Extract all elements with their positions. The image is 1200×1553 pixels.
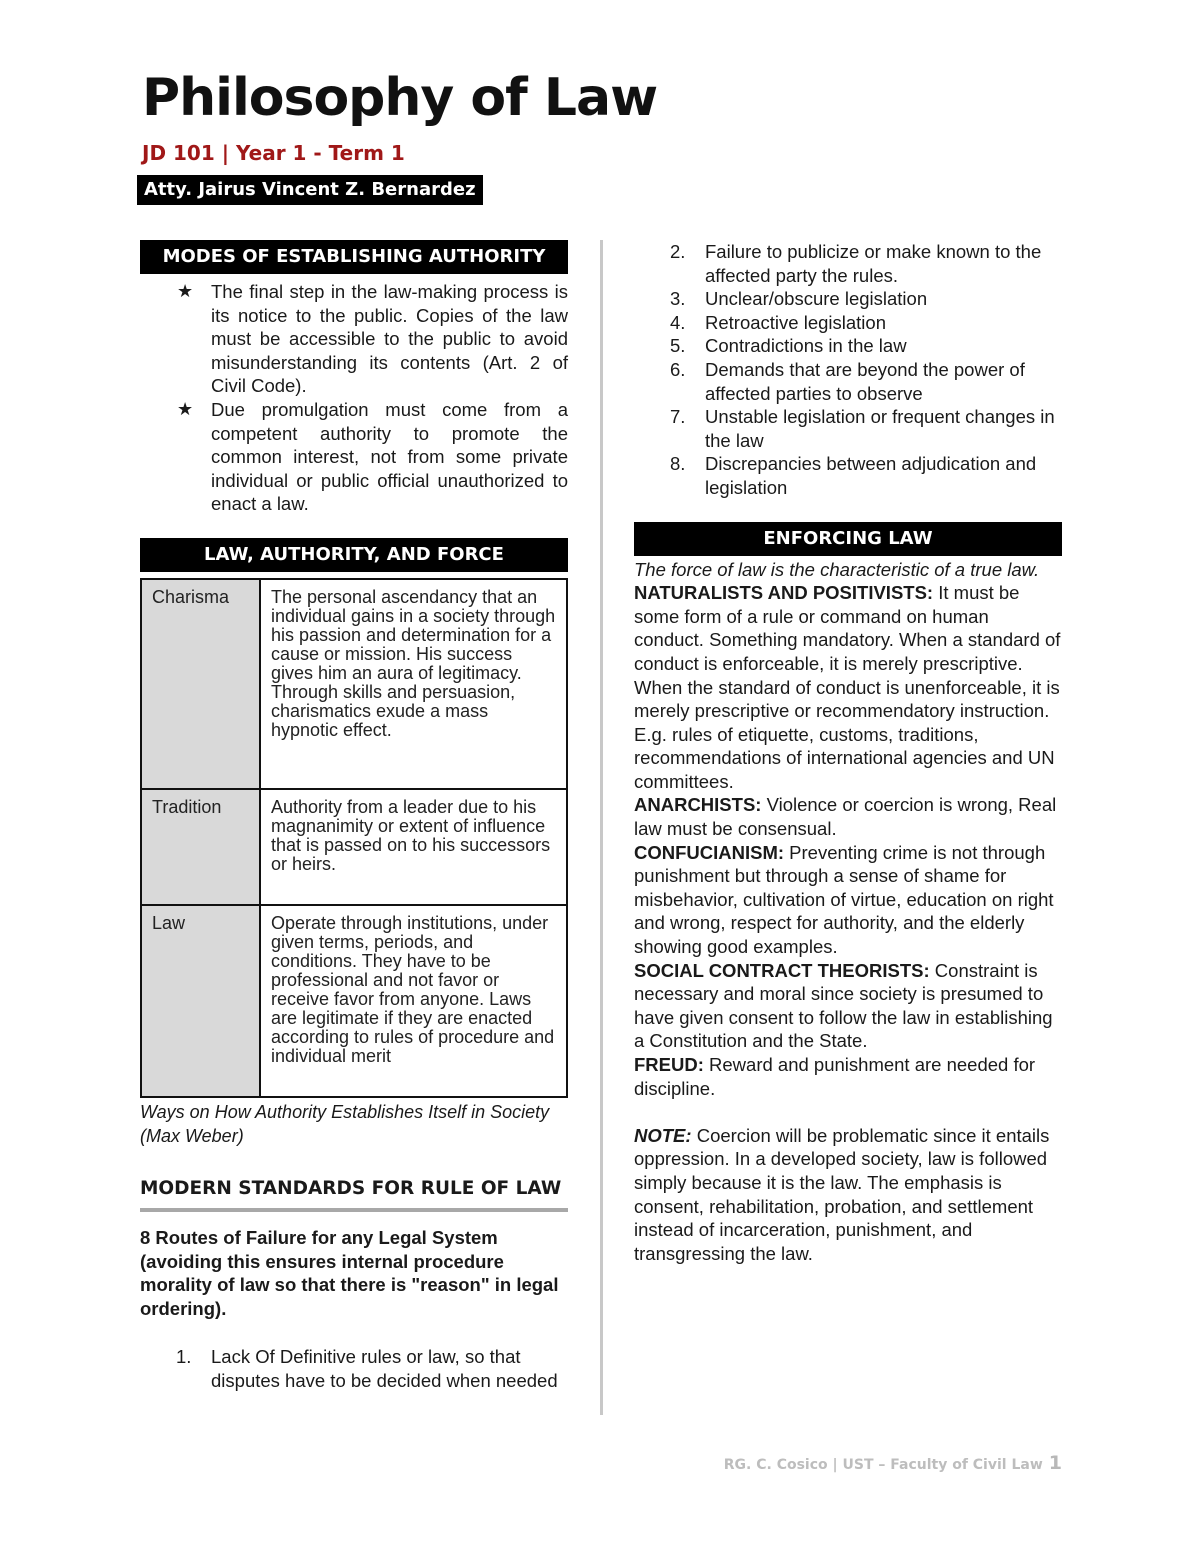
list-item-text: Discrepancies between adjudication and legislation xyxy=(705,453,1037,498)
paragraph-text: Reward and punishment are needed for discipline. xyxy=(634,1054,1036,1099)
enforcing-paragraph xyxy=(634,959,1062,1053)
enforcing-intro: The force of law is the characteristic of a true law. xyxy=(634,558,1040,580)
list-number: 1. xyxy=(176,1346,192,1368)
list-number: 4. xyxy=(670,311,686,333)
course-subtitle: JD 101 | Year 1 - Term 1 xyxy=(142,141,405,165)
list-item-text: Contradictions in the law xyxy=(705,335,907,357)
star-icon: ★ xyxy=(177,281,194,301)
list-number: 3. xyxy=(670,288,686,310)
enforcing-paragraph xyxy=(634,1053,1062,1100)
enforcing-body xyxy=(634,558,1062,1266)
list-number: 6. xyxy=(670,358,686,380)
enforcing-paragraph xyxy=(634,841,1062,959)
list-item-text: Failure to publicize or make known to the affected party the rules. xyxy=(705,241,1042,286)
list-item xyxy=(634,405,1062,452)
table-row xyxy=(141,789,567,905)
footer-credit: RG. C. Cosico | UST – Faculty of Civil Law xyxy=(723,1457,1043,1473)
page-title: Philosophy of Law xyxy=(142,68,658,128)
list-item xyxy=(634,240,1062,287)
paragraph-text: Preventing crime is not through punishment but through a sense of shame for misbehavior, cultivation of virtue, education on right and wrong, respect for authority, and the elderly showing good examples. xyxy=(634,841,1054,958)
list-item xyxy=(634,287,1062,311)
paragraph-text: Violence or coercion is wrong, Real law must be consensual. xyxy=(634,794,1057,840)
list-item xyxy=(634,452,1062,499)
paragraph-label: NATURALISTS AND POSITIVISTS: xyxy=(634,582,934,604)
list-number: 7. xyxy=(670,406,686,428)
left-column xyxy=(140,240,568,1393)
enforcing-heading: ENFORCING LAW xyxy=(634,522,1062,556)
table-term-cell: Charisma xyxy=(141,579,260,789)
modern-heading: MODERN STANDARDS FOR RULE OF LAW xyxy=(140,1178,568,1212)
authority-heading: LAW, AUTHORITY, AND FORCE xyxy=(140,538,568,572)
list-item-text: Demands that are beyond the power of affected parties to observe xyxy=(705,358,1025,404)
table-desc-cell: Authority from a leader due to his magnanimity or extent of influence that is passed on to his successors or heirs. xyxy=(260,789,567,905)
routes-intro: 8 Routes of Failure for any Legal System (avoiding this ensures internal procedure morality of law so that there is "reason" in legal ordering). xyxy=(140,1226,559,1319)
paragraph-text: It must be some form of a rule or command on human conduct. Something mandatory. When a standard of conduct is enforceable, it is merely prescriptive. When the standard of conduct is unenforceable, it is merely prescriptive or recommendatory instruction. E.g. rules of etiquette, customs, traditions, recommendations of international agencies and UN committees. xyxy=(634,582,1061,792)
list-item xyxy=(634,334,1062,358)
table-desc-cell: Operate through institutions, under given terms, periods, and conditions. They have to be professional and not favor or receive favor from anyone. Laws are legitimate if they are enacted according to rules of procedure and individual merit xyxy=(260,905,567,1097)
failure-list-continued xyxy=(634,240,1062,500)
paragraph-label: SOCIAL CONTRACT THEORISTS: xyxy=(634,959,930,981)
table-row xyxy=(141,579,567,789)
page-footer xyxy=(724,1452,1062,1474)
authority-table xyxy=(140,578,568,1098)
table-row xyxy=(141,905,567,1097)
list-item xyxy=(634,311,1062,335)
right-column xyxy=(634,240,1062,1265)
spacer xyxy=(634,1100,1062,1124)
star-icon: ★ xyxy=(177,398,194,419)
list-number: 5. xyxy=(670,335,686,357)
table-caption: Ways on How Authority Establishes Itself in Society (Max Weber) xyxy=(140,1101,550,1146)
list-item xyxy=(634,358,1062,405)
instructor-badge: Atty. Jairus Vincent Z. Bernardez xyxy=(137,175,483,205)
enforcing-paragraph xyxy=(634,581,1062,793)
paragraph-label: CONFUCIANISM: xyxy=(634,841,785,863)
modes-heading: MODES OF ESTABLISHING AUTHORITY xyxy=(140,240,568,274)
list-item xyxy=(140,398,568,516)
list-item-text: Lack Of Definitive rules or law, so that disputes have to be decided when needed xyxy=(211,1346,558,1391)
note-text: Coercion will be problematic since it entails oppression. In a developed society, law is followed simply because it is the law. The emphasis is consent, rehabilitation, probation, and settlement instead of incarceration, punishment, and transgressing the law. xyxy=(634,1124,1050,1264)
paragraph-label: ANARCHISTS: xyxy=(634,794,762,816)
list-item xyxy=(140,280,568,398)
paragraph-text: Constraint is necessary and moral since society is presumed to have given consent to follow the law in establishing a Constitution and the State. xyxy=(634,959,1053,1052)
modes-item-text: The final step in the law-making process is its notice to the public. Copies of the law must be accessible to the public to avoid misunderstanding its contents (Art. 2 of Civil Code). xyxy=(211,281,568,397)
table-desc-cell: The personal ascendancy that an individual gains in a society through his passion and determination for a cause or mission. His success gives him an aura of legitimacy. Through skills and persuasion, charismatics exude a mass hypnotic effect. xyxy=(260,579,567,789)
paragraph-label: FREUD: xyxy=(634,1054,704,1075)
modes-item-text: Due promulgation must come from a competent authority to promote the common interest, not from some private individual or public official unauthorized to enact a law. xyxy=(211,398,568,515)
note-paragraph xyxy=(634,1124,1062,1266)
table-term-cell: Tradition xyxy=(141,789,260,905)
list-item-text: Unclear/obscure legislation xyxy=(705,288,928,310)
table-term-cell: Law xyxy=(141,905,260,1097)
page-number: 1 xyxy=(1048,1452,1062,1474)
column-divider xyxy=(600,240,603,1415)
failure-list xyxy=(140,1345,568,1392)
list-number: 2. xyxy=(670,241,686,262)
list-number: 8. xyxy=(670,453,686,475)
modes-list xyxy=(140,280,568,516)
list-item-text: Unstable legislation or frequent changes in the law xyxy=(705,406,1055,451)
note-label: NOTE: xyxy=(634,1124,692,1146)
list-item-text: Retroactive legislation xyxy=(705,311,886,333)
enforcing-paragraph xyxy=(634,793,1062,840)
list-item xyxy=(140,1345,568,1392)
